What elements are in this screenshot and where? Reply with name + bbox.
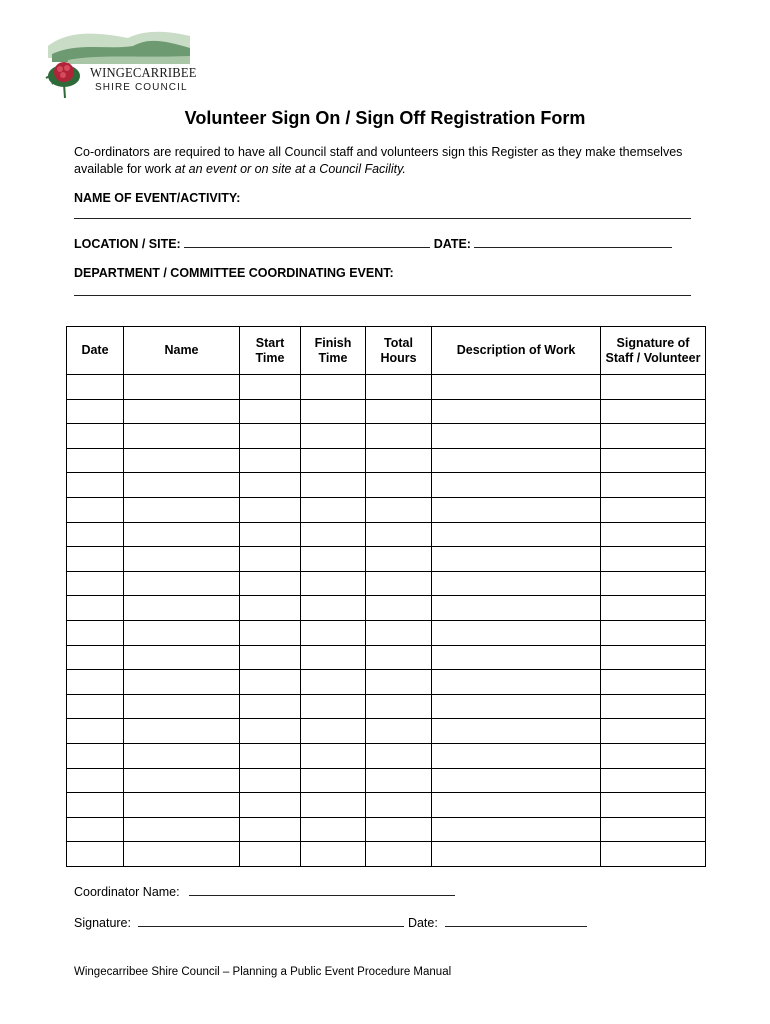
table-header-row bbox=[67, 327, 706, 375]
coordinator-row bbox=[74, 884, 455, 899]
table-cell[interactable] bbox=[67, 547, 124, 572]
table-cell[interactable] bbox=[124, 645, 240, 670]
table-cell[interactable] bbox=[240, 694, 301, 719]
table-cell[interactable] bbox=[240, 596, 301, 621]
table-cell[interactable] bbox=[601, 817, 706, 842]
table-cell[interactable] bbox=[240, 620, 301, 645]
table-cell[interactable] bbox=[432, 522, 601, 547]
table-cell[interactable] bbox=[240, 547, 301, 572]
table-cell[interactable] bbox=[601, 620, 706, 645]
table-cell[interactable] bbox=[601, 399, 706, 424]
table-cell[interactable] bbox=[124, 547, 240, 572]
table-cell[interactable] bbox=[366, 793, 432, 818]
table-cell[interactable] bbox=[366, 670, 432, 695]
table-cell[interactable] bbox=[366, 719, 432, 744]
table-cell[interactable] bbox=[601, 694, 706, 719]
table-cell[interactable] bbox=[67, 768, 124, 793]
table-cell[interactable] bbox=[432, 719, 601, 744]
table-cell[interactable] bbox=[124, 842, 240, 867]
table-cell[interactable] bbox=[124, 375, 240, 400]
table-cell[interactable] bbox=[124, 694, 240, 719]
date-label: DATE: bbox=[433, 237, 471, 251]
department-line[interactable] bbox=[74, 295, 691, 296]
table-cell[interactable] bbox=[432, 694, 601, 719]
header-signature: Signature of Staff / Volunteer bbox=[601, 327, 706, 375]
table-cell[interactable] bbox=[601, 473, 706, 498]
table-cell[interactable] bbox=[601, 596, 706, 621]
table-cell[interactable] bbox=[240, 375, 301, 400]
table-cell[interactable] bbox=[240, 473, 301, 498]
signoff-date-label: Date: bbox=[407, 916, 438, 930]
table-cell[interactable] bbox=[124, 399, 240, 424]
table-cell[interactable] bbox=[67, 694, 124, 719]
table-cell[interactable] bbox=[301, 375, 366, 400]
table-row bbox=[67, 842, 706, 867]
header-date: Date bbox=[67, 327, 124, 375]
table-cell[interactable] bbox=[67, 842, 124, 867]
table-row bbox=[67, 473, 706, 498]
header-description: Description of Work bbox=[432, 327, 601, 375]
table-cell[interactable] bbox=[124, 743, 240, 768]
table-cell[interactable] bbox=[432, 596, 601, 621]
coordinator-label: Coordinator Name: bbox=[74, 885, 180, 899]
table-body bbox=[67, 375, 706, 867]
table-cell[interactable] bbox=[67, 571, 124, 596]
table-cell[interactable] bbox=[67, 424, 124, 449]
signature-row bbox=[74, 915, 587, 930]
table-cell[interactable] bbox=[124, 793, 240, 818]
council-logo bbox=[38, 28, 197, 100]
table-row bbox=[67, 375, 706, 400]
event-name-label: NAME OF EVENT/ACTIVITY: bbox=[74, 191, 241, 205]
table-cell[interactable] bbox=[240, 497, 301, 522]
table-row bbox=[67, 547, 706, 572]
table-cell[interactable] bbox=[366, 743, 432, 768]
table-cell[interactable] bbox=[601, 743, 706, 768]
intro-paragraph bbox=[74, 144, 704, 178]
table-cell[interactable] bbox=[301, 522, 366, 547]
header-start-time: Start Time bbox=[240, 327, 301, 375]
table-cell[interactable] bbox=[301, 620, 366, 645]
table-cell[interactable] bbox=[67, 596, 124, 621]
table-row bbox=[67, 743, 706, 768]
table-row bbox=[67, 768, 706, 793]
table-cell[interactable] bbox=[67, 522, 124, 547]
table-cell[interactable] bbox=[124, 522, 240, 547]
table-cell[interactable] bbox=[301, 793, 366, 818]
table-cell[interactable] bbox=[366, 448, 432, 473]
page-footer: Wingecarribee Shire Council – Planning a Public Event Procedure Manual bbox=[74, 966, 452, 978]
form-title: Volunteer Sign On / Sign Off Registration Form bbox=[184, 108, 586, 128]
event-name-line[interactable] bbox=[74, 218, 691, 219]
table-cell[interactable] bbox=[124, 473, 240, 498]
table-cell[interactable] bbox=[301, 497, 366, 522]
table-cell[interactable] bbox=[432, 547, 601, 572]
table-cell[interactable] bbox=[301, 448, 366, 473]
table-cell[interactable] bbox=[301, 719, 366, 744]
table-cell[interactable] bbox=[301, 399, 366, 424]
table-cell[interactable] bbox=[301, 670, 366, 695]
table-cell[interactable] bbox=[240, 448, 301, 473]
table-cell[interactable] bbox=[432, 645, 601, 670]
table-cell[interactable] bbox=[301, 547, 366, 572]
table-cell[interactable] bbox=[366, 842, 432, 867]
table-cell[interactable] bbox=[67, 793, 124, 818]
date-line[interactable] bbox=[474, 236, 672, 248]
table-cell[interactable] bbox=[301, 473, 366, 498]
table-cell[interactable] bbox=[67, 473, 124, 498]
table-cell[interactable] bbox=[366, 694, 432, 719]
table-cell[interactable] bbox=[366, 768, 432, 793]
table-cell[interactable] bbox=[601, 842, 706, 867]
table-cell[interactable] bbox=[67, 743, 124, 768]
table-row bbox=[67, 596, 706, 621]
table-cell[interactable] bbox=[601, 719, 706, 744]
table-row bbox=[67, 522, 706, 547]
table-cell[interactable] bbox=[432, 473, 601, 498]
table-cell[interactable] bbox=[366, 399, 432, 424]
table-row bbox=[67, 399, 706, 424]
table-cell[interactable] bbox=[67, 645, 124, 670]
table-cell[interactable] bbox=[301, 424, 366, 449]
table-row bbox=[67, 620, 706, 645]
location-line[interactable] bbox=[184, 236, 430, 248]
table-cell[interactable] bbox=[240, 399, 301, 424]
table-cell[interactable] bbox=[124, 670, 240, 695]
table-cell[interactable] bbox=[67, 620, 124, 645]
table-cell[interactable] bbox=[240, 670, 301, 695]
table-cell[interactable] bbox=[432, 743, 601, 768]
table-cell[interactable] bbox=[301, 645, 366, 670]
table-cell[interactable] bbox=[432, 399, 601, 424]
table-cell[interactable] bbox=[432, 793, 601, 818]
table-cell[interactable] bbox=[601, 670, 706, 695]
logo-name: WINGECARRIBEE bbox=[90, 66, 197, 81]
table-cell[interactable] bbox=[432, 424, 601, 449]
table-row bbox=[67, 719, 706, 744]
table-cell[interactable] bbox=[601, 571, 706, 596]
table-cell[interactable] bbox=[432, 768, 601, 793]
table-cell[interactable] bbox=[366, 522, 432, 547]
table-cell[interactable] bbox=[301, 768, 366, 793]
table-cell[interactable] bbox=[240, 817, 301, 842]
table-cell[interactable] bbox=[301, 743, 366, 768]
table-cell[interactable] bbox=[301, 842, 366, 867]
table-cell[interactable] bbox=[67, 670, 124, 695]
table-cell[interactable] bbox=[601, 522, 706, 547]
coordinator-line[interactable] bbox=[189, 884, 455, 896]
table-cell[interactable] bbox=[124, 620, 240, 645]
table-cell[interactable] bbox=[67, 719, 124, 744]
table-cell[interactable] bbox=[366, 497, 432, 522]
table-cell[interactable] bbox=[240, 522, 301, 547]
table-cell[interactable] bbox=[240, 793, 301, 818]
table-cell[interactable] bbox=[124, 448, 240, 473]
table-cell[interactable] bbox=[240, 424, 301, 449]
table-cell[interactable] bbox=[301, 571, 366, 596]
table-cell[interactable] bbox=[67, 448, 124, 473]
table-cell[interactable] bbox=[67, 817, 124, 842]
table-cell[interactable] bbox=[366, 596, 432, 621]
table-cell[interactable] bbox=[124, 596, 240, 621]
table-cell[interactable] bbox=[124, 424, 240, 449]
table-row bbox=[67, 817, 706, 842]
table-cell[interactable] bbox=[366, 817, 432, 842]
header-total-hours: Total Hours bbox=[366, 327, 432, 375]
location-label: LOCATION / SITE: bbox=[74, 237, 181, 251]
table-cell[interactable] bbox=[432, 571, 601, 596]
table-row bbox=[67, 793, 706, 818]
signature-line[interactable] bbox=[138, 915, 404, 927]
table-cell[interactable] bbox=[240, 645, 301, 670]
table-cell[interactable] bbox=[601, 793, 706, 818]
table-cell[interactable] bbox=[432, 670, 601, 695]
table-cell[interactable] bbox=[601, 448, 706, 473]
table-row bbox=[67, 448, 706, 473]
table-cell[interactable] bbox=[366, 547, 432, 572]
table-cell[interactable] bbox=[432, 817, 601, 842]
registration-table bbox=[66, 326, 706, 867]
table-cell[interactable] bbox=[366, 620, 432, 645]
table-cell[interactable] bbox=[432, 497, 601, 522]
table-row bbox=[67, 670, 706, 695]
table-cell[interactable] bbox=[432, 842, 601, 867]
table-cell[interactable] bbox=[67, 375, 124, 400]
header-name: Name bbox=[124, 327, 240, 375]
table-cell[interactable] bbox=[240, 571, 301, 596]
table-cell[interactable] bbox=[601, 375, 706, 400]
table-cell[interactable] bbox=[601, 768, 706, 793]
table-cell[interactable] bbox=[301, 694, 366, 719]
table-cell[interactable] bbox=[601, 497, 706, 522]
table-cell[interactable] bbox=[124, 571, 240, 596]
table-cell[interactable] bbox=[601, 547, 706, 572]
table-cell[interactable] bbox=[301, 817, 366, 842]
table-cell[interactable] bbox=[301, 596, 366, 621]
table-cell[interactable] bbox=[240, 768, 301, 793]
table-cell[interactable] bbox=[124, 497, 240, 522]
table-cell[interactable] bbox=[601, 424, 706, 449]
logo-subtitle: SHIRE COUNCIL bbox=[95, 82, 188, 93]
table-row bbox=[67, 645, 706, 670]
intro-text: Co-ordinators are required to have all Council staff and volunteers sign this Register as they make themselves available for work bbox=[74, 145, 683, 176]
header-finish-time: Finish Time bbox=[301, 327, 366, 375]
table-row bbox=[67, 571, 706, 596]
table-cell[interactable] bbox=[240, 743, 301, 768]
table-cell[interactable] bbox=[67, 497, 124, 522]
table-cell[interactable] bbox=[366, 571, 432, 596]
table-cell[interactable] bbox=[366, 424, 432, 449]
intro-text-italic: at an event or on site at a Council Facility. bbox=[174, 162, 406, 176]
table-cell[interactable] bbox=[124, 768, 240, 793]
table-cell[interactable] bbox=[432, 448, 601, 473]
department-label: DEPARTMENT / COMMITTEE COORDINATING EVENT: bbox=[74, 266, 394, 280]
table-cell[interactable] bbox=[240, 719, 301, 744]
table-row bbox=[67, 694, 706, 719]
table-row bbox=[67, 424, 706, 449]
table-cell[interactable] bbox=[124, 817, 240, 842]
table-cell[interactable] bbox=[366, 645, 432, 670]
table-cell[interactable] bbox=[124, 719, 240, 744]
signoff-date-line[interactable] bbox=[445, 915, 587, 927]
table-cell[interactable] bbox=[366, 375, 432, 400]
table-cell[interactable] bbox=[601, 645, 706, 670]
table-cell[interactable] bbox=[67, 399, 124, 424]
table-cell[interactable] bbox=[432, 620, 601, 645]
signature-label: Signature: bbox=[74, 916, 131, 930]
table-cell[interactable] bbox=[432, 375, 601, 400]
table-cell[interactable] bbox=[240, 842, 301, 867]
table-cell[interactable] bbox=[366, 473, 432, 498]
table-row bbox=[67, 497, 706, 522]
location-row bbox=[74, 236, 672, 251]
